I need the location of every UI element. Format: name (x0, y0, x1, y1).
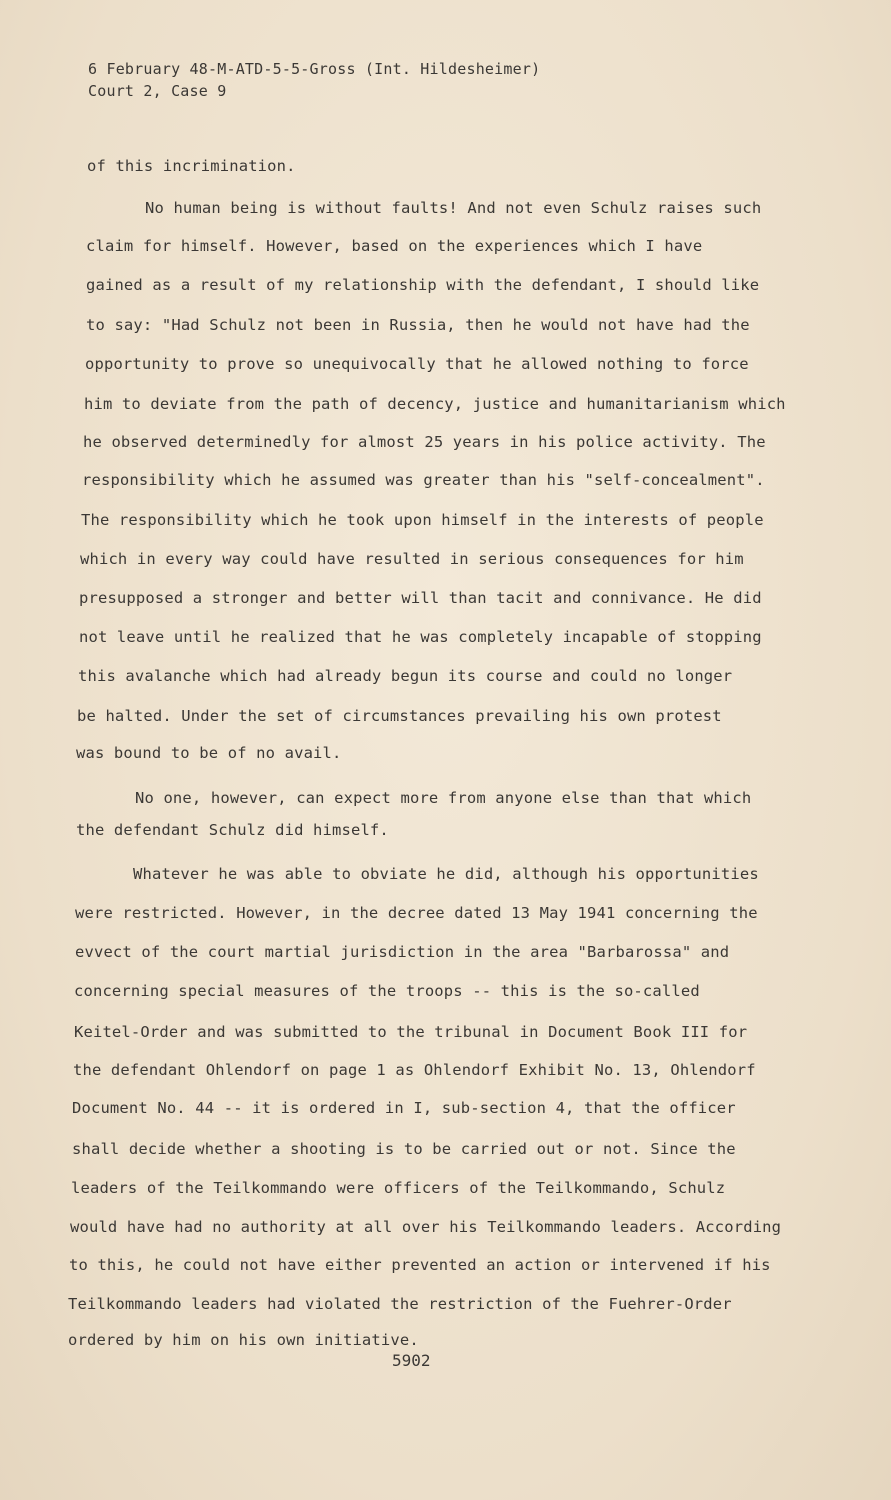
document-header (88, 58, 540, 102)
body-line: not leave until he realized that he was completely incapable of stopping (79, 628, 762, 646)
header-court-line: Court 2, Case 9 (88, 82, 227, 100)
body-line: gained as a result of my relationship with the defendant, I should like (86, 276, 760, 294)
body-line: No human being is without faults! And not even Schulz raises such (145, 199, 762, 217)
body-line: the defendant Schulz did himself. (76, 821, 389, 839)
body-line: Document No. 44 -- it is ordered in I, sub-section 4, that the officer (72, 1099, 736, 1117)
body-line: would have had no authority at all over his Teilkommando leaders. According (70, 1218, 782, 1236)
body-line: ordered by him on his own initiative. (68, 1331, 419, 1349)
body-line: to this, he could not have either prevented an action or intervened if his (69, 1256, 771, 1274)
body-line: which in every way could have resulted in serious consequences for him (80, 550, 744, 568)
page-number: 5902 (392, 1351, 431, 1370)
body-line: concerning special measures of the troops -- this is the so-called (74, 982, 700, 1000)
body-line: opportunity to prove so unequivocally that he allowed nothing to force (85, 355, 749, 373)
body-line: be halted. Under the set of circumstances prevailing his own protest (77, 707, 722, 725)
body-line: the defendant Ohlendorf on page 1 as Ohlendorf Exhibit No. 13, Ohlendorf (73, 1061, 756, 1079)
body-line: The responsibility which he took upon himself in the interests of people (81, 511, 764, 529)
body-line: evvect of the court martial jurisdiction in the area "Barbarossa" and (75, 943, 730, 961)
body-line: Teilkommando leaders had violated the restriction of the Fuehrer-Order (68, 1295, 732, 1313)
body-line: claim for himself. However, based on the experiences which I have (86, 237, 703, 255)
body-line: of this incrimination. (87, 157, 296, 175)
body-line: presupposed a stronger and better will than tacit and connivance. He did (79, 589, 762, 607)
body-line: was bound to be of no avail. (76, 744, 342, 762)
body-line: he observed determinedly for almost 25 years in his police activity. The (83, 433, 766, 451)
body-line: Whatever he was able to obviate he did, although his opportunities (133, 865, 759, 883)
body-line: him to deviate from the path of decency, justice and humanitarianism which (84, 395, 786, 413)
body-line: responsibility which he assumed was greater than his "self-concealment". (82, 471, 765, 489)
body-line: leaders of the Teilkommando were officers of the Teilkommando, Schulz (71, 1179, 726, 1197)
header-date-line: 6 February 48-M-ATD-5-5-Gross (Int. Hildesheimer) (88, 60, 541, 78)
body-line: this avalanche which had already begun its course and could no longer (78, 667, 733, 685)
body-line: No one, however, can expect more from anyone else than that which (135, 789, 752, 807)
body-line: were restricted. However, in the decree dated 13 May 1941 concerning the (75, 904, 758, 922)
body-line: shall decide whether a shooting is to be carried out or not. Since the (72, 1140, 736, 1158)
body-line: Keitel-Order and was submitted to the tribunal in Document Book III for (74, 1023, 748, 1041)
body-line: to say: "Had Schulz not been in Russia, then he would not have had the (86, 316, 750, 334)
